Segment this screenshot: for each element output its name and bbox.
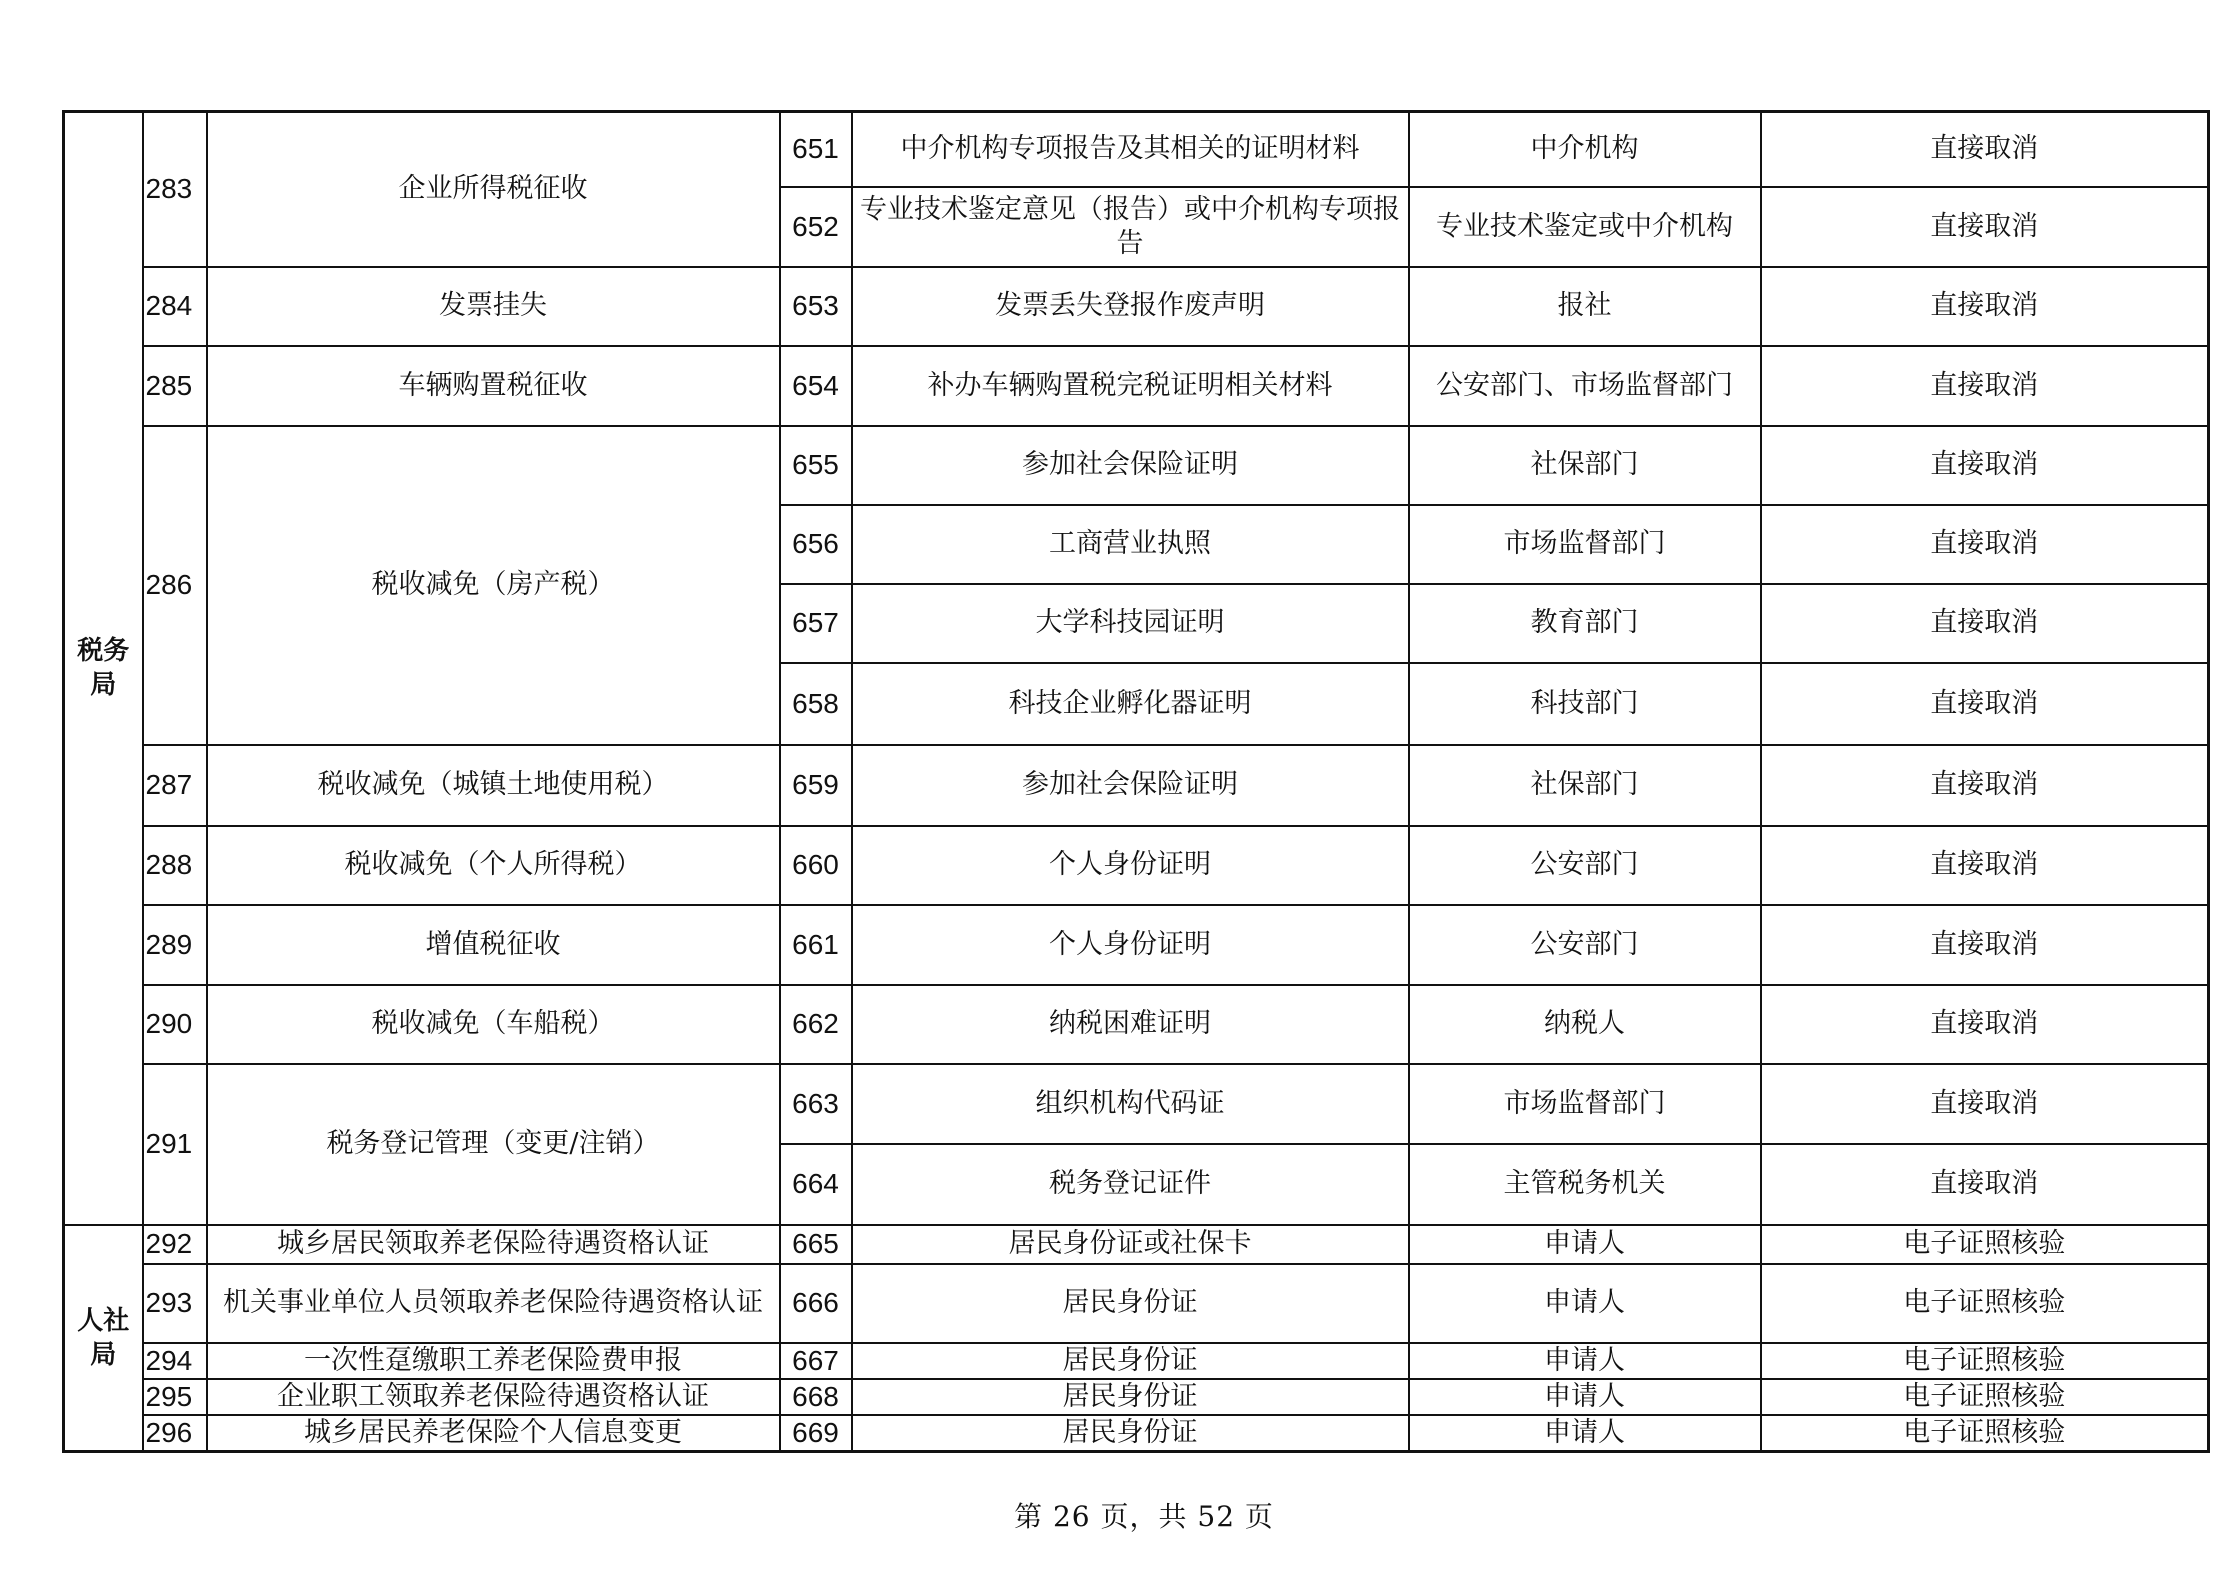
item-number: 285	[143, 346, 207, 426]
material-number: 667	[780, 1343, 852, 1379]
material-name: 居民身份证	[852, 1415, 1409, 1452]
material-name: 组织机构代码证	[852, 1064, 1409, 1144]
handling-method: 直接取消	[1761, 1144, 2209, 1225]
page-footer: 第 26 页，共 52 页	[1014, 1500, 1274, 1533]
item-number: 284	[143, 267, 207, 346]
material-source: 科技部门	[1409, 663, 1761, 745]
material-name: 大学科技园证明	[852, 584, 1409, 663]
material-name: 参加社会保险证明	[852, 745, 1409, 826]
material-number: 652	[780, 187, 852, 267]
material-source: 报社	[1409, 267, 1761, 346]
item-number: 294	[143, 1343, 207, 1379]
table-row	[64, 826, 2209, 905]
table-row	[64, 1064, 2209, 1144]
material-name: 参加社会保险证明	[852, 426, 1409, 505]
item-name: 一次性趸缴职工养老保险费申报	[207, 1343, 780, 1379]
item-name: 企业所得税征收	[207, 112, 780, 267]
handling-method: 电子证照核验	[1761, 1415, 2209, 1452]
material-source: 纳税人	[1409, 985, 1761, 1064]
item-number: 288	[143, 826, 207, 905]
material-name: 居民身份证	[852, 1343, 1409, 1379]
table-row	[64, 1225, 2209, 1264]
handling-method: 直接取消	[1761, 584, 2209, 663]
item-number: 293	[143, 1264, 207, 1343]
table-row	[64, 346, 2209, 426]
material-source: 申请人	[1409, 1225, 1761, 1264]
material-source: 申请人	[1409, 1264, 1761, 1343]
material-source: 市场监督部门	[1409, 505, 1761, 584]
material-source: 社保部门	[1409, 426, 1761, 505]
material-name: 补办车辆购置税完税证明相关材料	[852, 346, 1409, 426]
material-name: 居民身份证或社保卡	[852, 1225, 1409, 1264]
material-source: 中介机构	[1409, 112, 1761, 187]
material-name: 科技企业孵化器证明	[852, 663, 1409, 745]
handling-method: 直接取消	[1761, 826, 2209, 905]
material-source: 主管税务机关	[1409, 1144, 1761, 1225]
department-name: 人社局	[64, 1225, 143, 1452]
handling-method: 直接取消	[1761, 346, 2209, 426]
material-name: 发票丢失登报作废声明	[852, 267, 1409, 346]
material-number: 657	[780, 584, 852, 663]
table-row	[64, 1264, 2209, 1343]
material-source: 公安部门	[1409, 826, 1761, 905]
material-name: 居民身份证	[852, 1379, 1409, 1415]
item-name: 税收减免（个人所得税）	[207, 826, 780, 905]
material-source: 申请人	[1409, 1415, 1761, 1452]
material-source: 申请人	[1409, 1379, 1761, 1415]
item-name: 税务登记管理（变更/注销）	[207, 1064, 780, 1225]
material-number: 658	[780, 663, 852, 745]
table-row	[64, 1379, 2209, 1415]
material-number: 655	[780, 426, 852, 505]
table-row	[64, 985, 2209, 1064]
item-name: 机关事业单位人员领取养老保险待遇资格认证	[207, 1264, 780, 1343]
material-name: 专业技术鉴定意见（报告）或中介机构专项报告	[852, 187, 1409, 267]
material-number: 651	[780, 112, 852, 187]
item-name: 车辆购置税征收	[207, 346, 780, 426]
table-row	[64, 426, 2209, 505]
item-name: 增值税征收	[207, 905, 780, 985]
table-row	[64, 745, 2209, 826]
item-name: 发票挂失	[207, 267, 780, 346]
item-number: 296	[143, 1415, 207, 1452]
handling-method: 电子证照核验	[1761, 1379, 2209, 1415]
material-name: 工商营业执照	[852, 505, 1409, 584]
material-source: 教育部门	[1409, 584, 1761, 663]
handling-method: 直接取消	[1761, 112, 2209, 187]
handling-method: 直接取消	[1761, 505, 2209, 584]
material-source: 专业技术鉴定或中介机构	[1409, 187, 1761, 267]
material-name: 税务登记证件	[852, 1144, 1409, 1225]
material-source: 市场监督部门	[1409, 1064, 1761, 1144]
item-name: 税收减免（城镇土地使用税）	[207, 745, 780, 826]
table-row	[64, 1415, 2209, 1452]
handling-method: 直接取消	[1761, 187, 2209, 267]
item-name: 税收减免（房产税）	[207, 426, 780, 745]
material-number: 663	[780, 1064, 852, 1144]
material-number: 665	[780, 1225, 852, 1264]
material-name: 纳税困难证明	[852, 985, 1409, 1064]
item-name: 城乡居民养老保险个人信息变更	[207, 1415, 780, 1452]
item-number: 287	[143, 745, 207, 826]
handling-method: 电子证照核验	[1761, 1264, 2209, 1343]
item-number: 286	[143, 426, 207, 745]
material-number: 662	[780, 985, 852, 1064]
handling-method: 直接取消	[1761, 985, 2209, 1064]
item-name: 城乡居民领取养老保险待遇资格认证	[207, 1225, 780, 1264]
material-number: 664	[780, 1144, 852, 1225]
handling-method: 直接取消	[1761, 745, 2209, 826]
handling-method: 直接取消	[1761, 663, 2209, 745]
material-number: 659	[780, 745, 852, 826]
material-name: 个人身份证明	[852, 905, 1409, 985]
handling-method: 电子证照核验	[1761, 1343, 2209, 1379]
department-name: 税务局	[64, 112, 143, 1225]
item-name: 税收减免（车船税）	[207, 985, 780, 1064]
handling-method: 直接取消	[1761, 905, 2209, 985]
material-number: 666	[780, 1264, 852, 1343]
material-number: 654	[780, 346, 852, 426]
material-number: 656	[780, 505, 852, 584]
item-number: 289	[143, 905, 207, 985]
material-number: 668	[780, 1379, 852, 1415]
item-number: 291	[143, 1064, 207, 1225]
item-number: 295	[143, 1379, 207, 1415]
table-row	[64, 905, 2209, 985]
material-number: 661	[780, 905, 852, 985]
material-source: 申请人	[1409, 1343, 1761, 1379]
handling-method: 直接取消	[1761, 267, 2209, 346]
item-name: 企业职工领取养老保险待遇资格认证	[207, 1379, 780, 1415]
item-number: 292	[143, 1225, 207, 1264]
material-number: 669	[780, 1415, 852, 1452]
material-number: 660	[780, 826, 852, 905]
materials-table	[62, 110, 2210, 1453]
item-number: 290	[143, 985, 207, 1064]
handling-method: 电子证照核验	[1761, 1225, 2209, 1264]
material-number: 653	[780, 267, 852, 346]
handling-method: 直接取消	[1761, 1064, 2209, 1144]
material-name: 个人身份证明	[852, 826, 1409, 905]
material-source: 公安部门	[1409, 905, 1761, 985]
material-source: 公安部门、市场监督部门	[1409, 346, 1761, 426]
material-name: 居民身份证	[852, 1264, 1409, 1343]
material-source: 社保部门	[1409, 745, 1761, 826]
material-name: 中介机构专项报告及其相关的证明材料	[852, 112, 1409, 187]
item-number: 283	[143, 112, 207, 267]
handling-method: 直接取消	[1761, 426, 2209, 505]
table-row	[64, 267, 2209, 346]
table-row	[64, 112, 2209, 187]
table-row	[64, 1343, 2209, 1379]
